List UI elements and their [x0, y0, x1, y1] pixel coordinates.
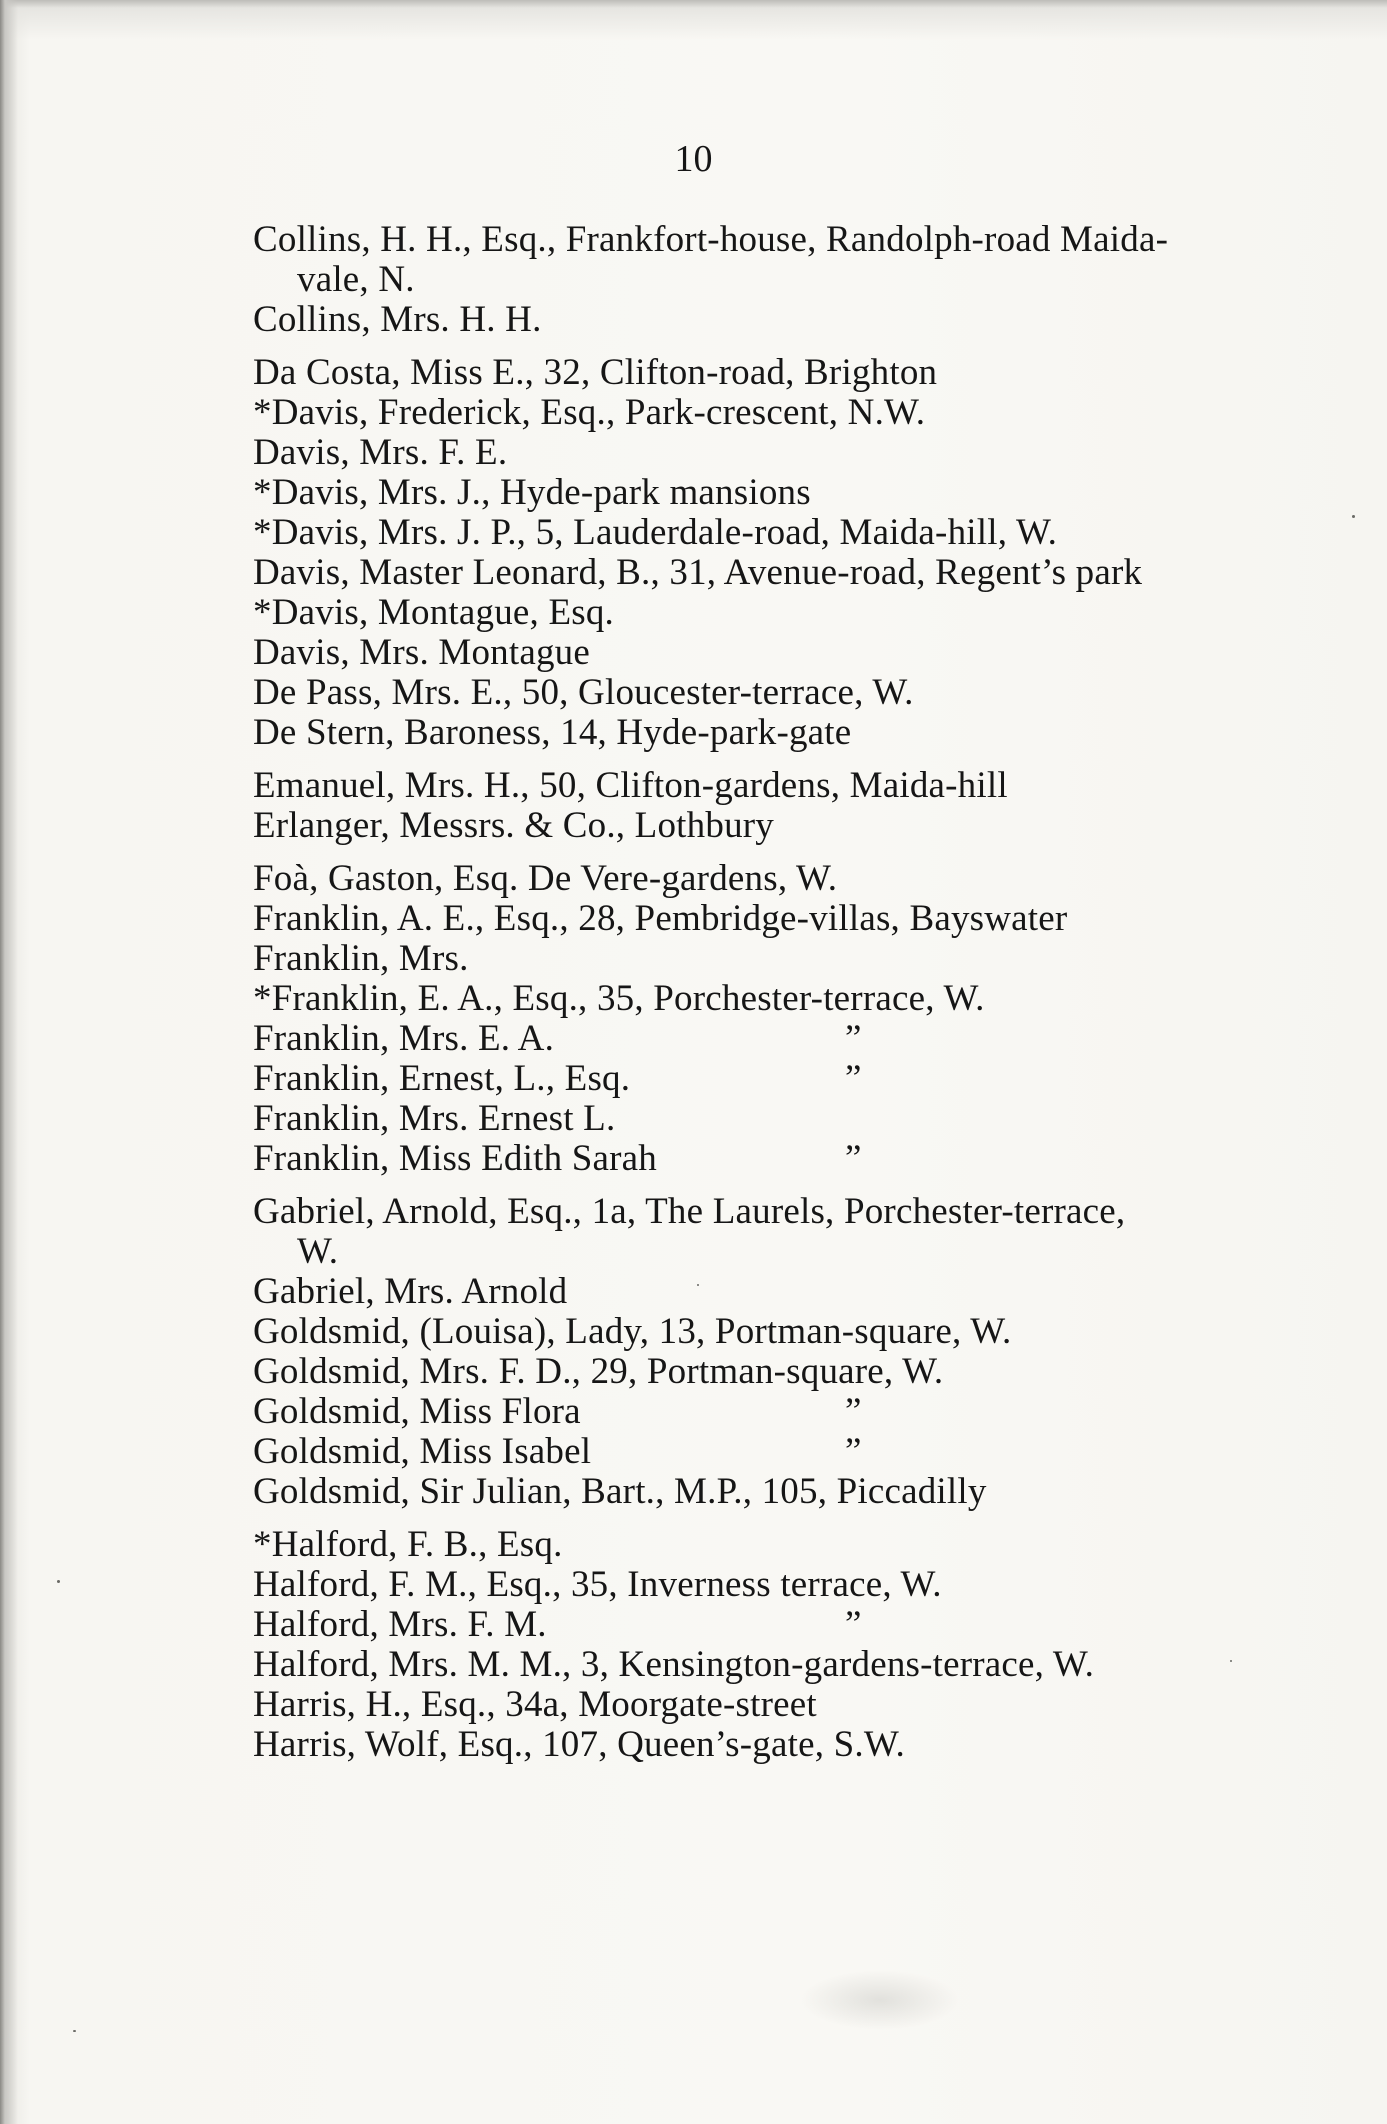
list-entry	[253, 1139, 1313, 1179]
ink-speck	[73, 2030, 76, 2032]
list-entry	[253, 1272, 1313, 1312]
entry-text: Collins, Mrs. H. H.	[253, 299, 542, 340]
entry-text: Goldsmid, Miss Flora	[253, 1391, 581, 1432]
list-entry	[253, 1565, 1313, 1605]
list-entry	[253, 1312, 1313, 1352]
entry-text: *Franklin, E. A., Esq., 35, Porchester-terrace, W.	[253, 978, 985, 1019]
entry-text: *Davis, Frederick, Esq., Park-crescent, N.W.	[253, 392, 926, 433]
list-entry	[253, 979, 1313, 1019]
list-entry	[253, 766, 1313, 806]
ditto-mark: ”	[845, 1018, 862, 1059]
entry-text: Franklin, A. E., Esq., 28, Pembridge-villas, Bayswater	[253, 898, 1068, 939]
entry-text: Gabriel, Mrs. Arnold	[253, 1271, 568, 1312]
list-entry	[253, 939, 1313, 979]
ditto-mark: ”	[845, 1604, 862, 1645]
entry-text: Da Costa, Miss E., 32, Clifton-road, Brighton	[253, 352, 938, 393]
list-entry-continuation	[253, 1232, 1313, 1272]
entry-text: Foà, Gaston, Esq. De Vere-gardens, W.	[253, 858, 838, 899]
ink-speck	[1352, 515, 1355, 518]
list-entry	[253, 1059, 1313, 1099]
list-entry	[253, 1099, 1313, 1139]
ditto-mark: ”	[845, 1058, 862, 1099]
entry-text: Harris, Wolf, Esq., 107, Queen’s-gate, S.W.	[253, 1724, 905, 1765]
list-entry-continuation	[253, 260, 1313, 300]
list-entry	[253, 1352, 1313, 1392]
entry-text: De Stern, Baroness, 14, Hyde-park-gate	[253, 712, 852, 753]
entry-text: Gabriel, Arnold, Esq., 1a, The Laurels, Porchester-terrace,	[253, 1191, 1126, 1232]
ditto-mark: ”	[845, 1138, 862, 1179]
list-entry	[253, 300, 1313, 340]
list-entry	[253, 553, 1313, 593]
list-entry	[253, 1472, 1313, 1512]
entry-text: vale, N.	[297, 259, 415, 300]
entry-text: *Davis, Mrs. J., Hyde-park mansions	[253, 472, 811, 513]
list-entry	[253, 899, 1313, 939]
list-entry	[253, 1725, 1313, 1765]
entry-text: Goldsmid, (Louisa), Lady, 13, Portman-square, W.	[253, 1311, 1012, 1352]
list-entry	[253, 1685, 1313, 1725]
entry-text: Goldsmid, Sir Julian, Bart., M.P., 105, Piccadilly	[253, 1471, 987, 1512]
ditto-mark: ”	[845, 1391, 862, 1432]
page-top-shadow	[0, 0, 1387, 40]
list-entry	[253, 393, 1313, 433]
entry-text: Franklin, Mrs. E. A.	[253, 1018, 555, 1059]
entry-text: Harris, H., Esq., 34a, Moorgate-street	[253, 1684, 817, 1725]
entry-text: W.	[297, 1231, 339, 1272]
list-entry	[253, 1605, 1313, 1645]
paper-smudge	[800, 1970, 960, 2030]
entry-text: *Halford, F. B., Esq.	[253, 1524, 563, 1565]
list-entry	[253, 220, 1313, 260]
entry-text: Halford, Mrs. F. M.	[253, 1604, 547, 1645]
entry-text: Goldsmid, Mrs. F. D., 29, Portman-square, W.	[253, 1351, 944, 1392]
entry-text: Davis, Mrs. F. E.	[253, 432, 508, 473]
ink-speck	[57, 1580, 60, 1583]
list-entry	[253, 353, 1313, 393]
list-entry	[253, 673, 1313, 713]
entry-text: Davis, Master Leonard, B., 31, Avenue-road, Regent’s park	[253, 552, 1143, 593]
entry-text: Franklin, Mrs. Ernest L.	[253, 1098, 616, 1139]
list-entry	[253, 1645, 1313, 1685]
entry-text: *Davis, Mrs. J. P., 5, Lauderdale-road, Maida-hill, W.	[253, 512, 1058, 553]
list-entry	[253, 1192, 1313, 1232]
list-entry	[253, 1019, 1313, 1059]
list-entry	[253, 806, 1313, 846]
list-entry	[253, 593, 1313, 633]
ditto-mark: ”	[845, 1431, 862, 1472]
page-binding-shadow	[0, 0, 18, 2124]
list-entry	[253, 1525, 1313, 1565]
entry-text: Goldsmid, Miss Isabel	[253, 1431, 592, 1472]
list-entry	[253, 513, 1313, 553]
list-entry	[253, 859, 1313, 899]
entry-text: Franklin, Miss Edith Sarah	[253, 1138, 657, 1179]
page-number: 10	[674, 138, 713, 180]
entry-text: De Pass, Mrs. E., 50, Gloucester-terrace, W.	[253, 672, 914, 713]
list-entry	[253, 1392, 1313, 1432]
subscriber-list	[253, 220, 1313, 1765]
entry-text: Emanuel, Mrs. H., 50, Clifton-gardens, Maida-hill	[253, 765, 1008, 806]
entry-text: Davis, Mrs. Montague	[253, 632, 590, 673]
entry-text: Erlanger, Messrs. & Co., Lothbury	[253, 805, 774, 846]
entry-text: Collins, H. H., Esq., Frankfort-house, Randolph-road Maida-	[253, 219, 1169, 260]
list-entry	[253, 713, 1313, 753]
entry-text: Franklin, Mrs.	[253, 938, 469, 979]
list-entry	[253, 633, 1313, 673]
list-entry	[253, 1432, 1313, 1472]
list-entry	[253, 473, 1313, 513]
list-entry	[253, 433, 1313, 473]
entry-text: Halford, F. M., Esq., 35, Inverness terrace, W.	[253, 1564, 942, 1605]
entry-text: Franklin, Ernest, L., Esq.	[253, 1058, 631, 1099]
entry-text: Halford, Mrs. M. M., 3, Kensington-gardens-terrace, W.	[253, 1644, 1095, 1685]
entry-text: *Davis, Montague, Esq.	[253, 592, 614, 633]
